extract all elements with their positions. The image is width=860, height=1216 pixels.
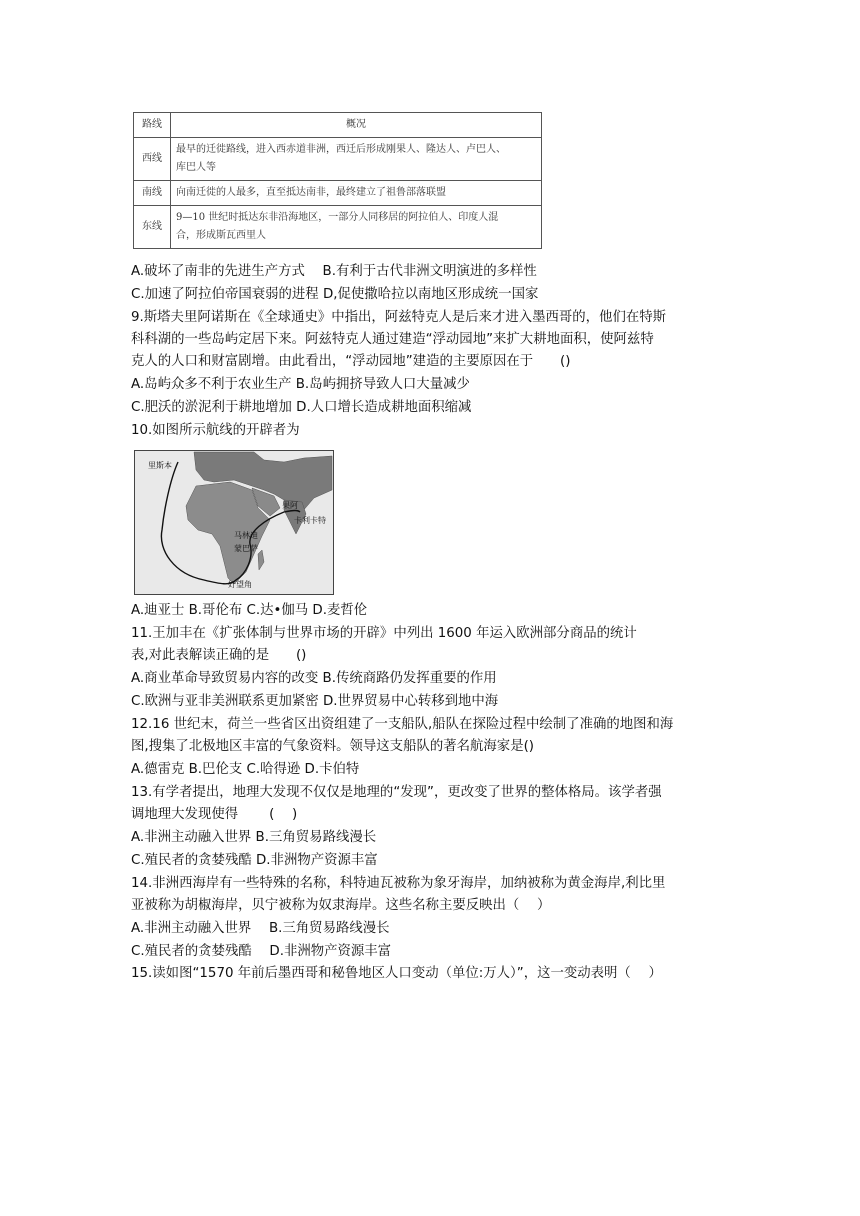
table-cell-desc-line: 最早的迁徙路线，进入西赤道非洲，西迁后形成刚果人、隆达人、卢巴人、 [176, 144, 506, 155]
q13-options-ab: A.非洲主动融入世界 B.三角贸易路线漫长 [131, 830, 377, 845]
q11-stem-line2: 表,对此表解读正确的是 () [131, 648, 307, 663]
map-label-calicut: 卡利卡特 [294, 516, 326, 525]
q9-options-cd: C.肥沃的淤泥利于耕地增加 D.人口增长造成耕地面积缩减 [131, 400, 472, 415]
q14-stem-line1: 14.非洲西海岸有一些特殊的名称，科特迪瓦被称为象牙海岸，加纳被称为黄金海岸,利比里 [131, 876, 666, 891]
table-header-route: 路线 [134, 113, 171, 138]
q12-stem-line2: 图,搜集了北极地区丰富的气象资料。领导这支船队的著名航海家是() [131, 739, 535, 754]
migration-routes-table [133, 112, 542, 249]
table-row [134, 181, 542, 206]
q8-options-cd: C.加速了阿拉伯帝国衰弱的进程 D,促使撒哈拉以南地区形成统一国家 [131, 287, 539, 302]
q12-stem-line1: 12.16 世纪末，荷兰一些省区出资组建了一支船队,船队在探险过程中绘制了准确的地图和海 [131, 717, 674, 732]
table-header-overview: 概况 [171, 113, 542, 138]
q14-options-ab: A.非洲主动融入世界 B.三角贸易路线漫长 [131, 921, 390, 936]
q9-stem-line3: 克人的人口和财富剧增。由此看出，“浮动园地”建造的主要原因在于 () [131, 354, 571, 369]
q11-options-cd: C.欧洲与亚非美洲联系更加紧密 D.世界贸易中心转移到地中海 [131, 694, 499, 709]
map-label-cape-of-good-hope: 好望角 [228, 580, 252, 589]
q11-options-ab: A.商业革命导致贸易内容的改变 B.传统商路仍发挥重要的作用 [131, 671, 497, 686]
q10-stem: 10.如图所示航线的开辟者为 [131, 423, 300, 438]
map-label-goa: 果阿 [282, 501, 298, 510]
q14-stem-line2: 亚被称为胡椒海岸，贝宁被称为奴隶海岸。这些名称主要反映出（ ） [131, 898, 551, 913]
table-cell-desc-line: 库巴人等 [176, 162, 216, 173]
q14-options-cd: C.殖民者的贪婪残酷 D.非洲物产资源丰富 [131, 944, 392, 959]
voyage-route-map [134, 450, 334, 595]
q11-stem-line1: 11.王加丰在《扩张体制与世界市场的开辟》中列出 1600 年运入欧洲部分商品的统计 [131, 626, 637, 641]
q9-options-ab: A.岛屿众多不利于农业生产 B.岛屿拥挤导致人口大量减少 [131, 377, 470, 392]
map-label-mombasa: 蒙巴萨 [234, 544, 258, 553]
table-cell-desc [171, 206, 542, 249]
q13-options-cd: C.殖民者的贪婪残酷 D.非洲物产资源丰富 [131, 853, 378, 868]
map-label-lisbon: 里斯本 [148, 461, 172, 470]
q15-stem: 15.读如图“1570 年前后墨西哥和秘鲁地区人口变动（单位:万人）”，这一变动表明（ ） [131, 966, 662, 981]
table-cell-desc [171, 181, 542, 206]
q9-stem-line1: 9.斯塔夫里阿诺斯在《全球通史》中指出，阿兹特克人是后来才进入墨西哥的，他们在特斯 [131, 310, 667, 325]
q13-stem-line2: 调地理大发现使得 ( ) [131, 807, 298, 822]
q10-options: A.迪亚士 B.哥伦布 C.达•伽马 D.麦哲伦 [131, 603, 368, 618]
table-cell-route: 南线 [134, 181, 171, 206]
table-cell-route: 东线 [134, 206, 171, 249]
map-label-malindi: 马林迪 [234, 531, 258, 540]
table-cell-desc-line: 9—10 世纪时抵达东非沿海地区，一部分人同移居的阿拉伯人、印度人混 [176, 212, 499, 223]
table-row [134, 138, 542, 181]
q8-options-ab: A.破坏了南非的先进生产方式 B.有利于古代非洲文明演进的多样性 [131, 264, 537, 279]
table-cell-desc-line: 向南迁徙的人最多，直至抵达南非，最终建立了祖鲁部落联盟 [176, 187, 446, 198]
table-header-row [134, 113, 542, 138]
q9-stem-line2: 科科湖的一些岛屿定居下来。阿兹特克人通过建造“浮动园地”来扩大耕地面积，使阿兹特 [131, 332, 654, 347]
table-cell-desc-line: 合，形成斯瓦西里人 [176, 230, 266, 241]
table-cell-desc [171, 138, 542, 181]
table-row [134, 206, 542, 249]
q12-options: A.德雷克 B.巴伦支 C.哈得逊 D.卡伯特 [131, 762, 360, 777]
q13-stem-line1: 13.有学者提出，地理大发现不仅仅是地理的“发现”，更改变了世界的整体格局。该学者强 [131, 785, 662, 800]
table-cell-route: 西线 [134, 138, 171, 181]
